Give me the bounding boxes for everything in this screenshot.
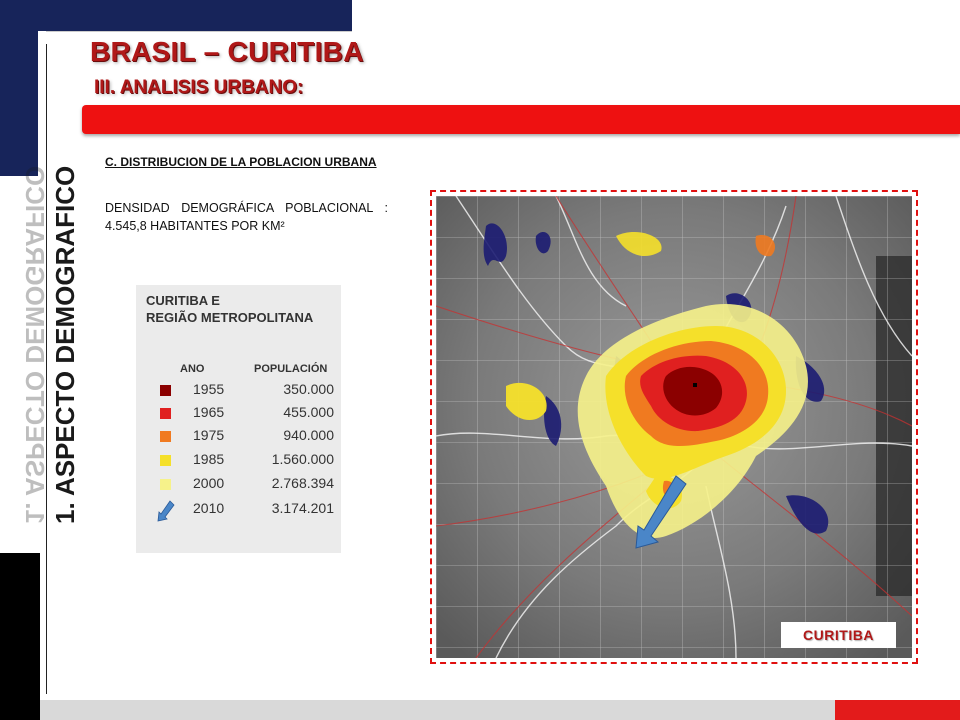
legend-row: [148, 500, 334, 522]
legend-population: 1.560.000: [271, 451, 334, 467]
population-legend: [136, 285, 341, 553]
top-divider: [46, 31, 352, 32]
legend-swatch-1975: [160, 431, 171, 442]
legend-title: [146, 293, 313, 327]
vertical-section-title: 1. ASPECTO DEMOGRAFICO: [50, 165, 80, 524]
red-banner: [82, 105, 960, 134]
legend-year: 1965: [193, 404, 225, 420]
legend-swatch-1965: [160, 408, 171, 419]
arrow-down-icon: [156, 500, 176, 522]
bottom-gray-bar: [40, 700, 960, 720]
map-image: [436, 196, 912, 658]
legend-row: [148, 427, 334, 449]
legend-col-pop: POPULACIÓN: [254, 363, 328, 375]
legend-year: 1975: [193, 427, 225, 443]
satellite-map-graphic: [436, 196, 912, 658]
top-navy-bar: [0, 0, 352, 31]
density-text: DENSIDAD DEMOGRÁFICA POBLACIONAL : 4.545,8 HABITANTES POR KM²: [105, 201, 388, 234]
bottom-red-bar: [835, 700, 960, 720]
legend-swatch-2000: [160, 479, 171, 490]
left-navy-bar: [0, 31, 38, 176]
legend-row: [148, 475, 334, 497]
legend-population: 350.000: [283, 381, 334, 397]
legend-row: [148, 451, 334, 473]
map-label: CURITIBA: [781, 622, 896, 648]
legend-year: 2010: [193, 500, 225, 516]
legend-row: [148, 404, 334, 426]
section-heading: C. DISTRIBUCION DE LA POBLACION URBANA: [105, 155, 377, 169]
left-black-bar: [0, 553, 40, 720]
legend-year: 2000: [193, 475, 225, 491]
legend-col-year: ANO: [180, 363, 205, 375]
legend-year: 1985: [193, 451, 225, 467]
legend-year: 1955: [193, 381, 225, 397]
legend-population: 940.000: [283, 427, 334, 443]
legend-population: 455.000: [283, 404, 334, 420]
legend-title-line1: CURITIBA E: [146, 293, 220, 308]
legend-title-line2: REGIÃO METROPOLITANA: [146, 309, 314, 325]
page-subtitle: III. ANALISIS URBANO:: [94, 77, 304, 98]
legend-population: 3.174.201: [271, 500, 334, 516]
legend-population: 2.768.394: [271, 475, 334, 491]
legend-row: [148, 381, 334, 403]
vertical-title-reflection: 1. ASPECTO DEMOGRAFICO: [20, 165, 50, 524]
urban-growth-map: [430, 190, 918, 664]
page-title: BRASIL – CURITIBA: [90, 36, 364, 67]
legend-swatch-1955: [160, 385, 171, 396]
legend-swatch-1985: [160, 455, 171, 466]
